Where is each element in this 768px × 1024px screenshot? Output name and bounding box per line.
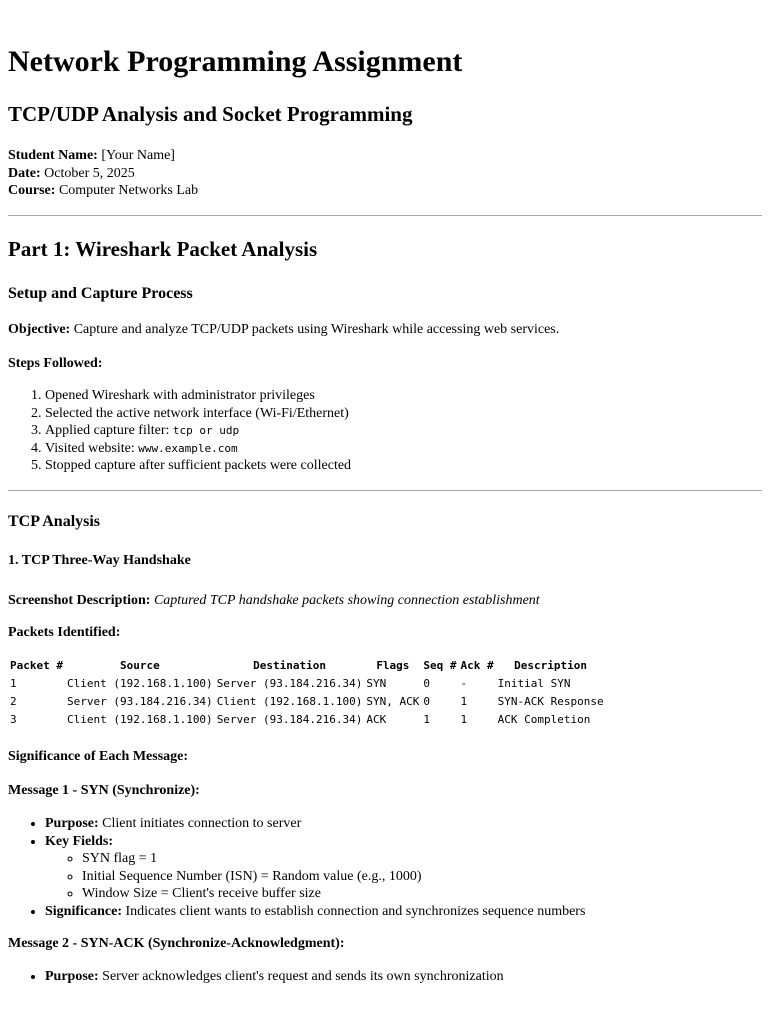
table-cell: - <box>460 677 468 690</box>
student-name-value: [Your Name] <box>101 148 175 163</box>
table-cell: Client (192.168.1.100) <box>66 677 213 690</box>
key-fields-list <box>45 850 585 903</box>
column-header: Ack # <box>460 659 494 672</box>
step-item <box>45 440 351 458</box>
table-row <box>8 675 606 693</box>
table-cell: 0 <box>423 677 430 690</box>
date-line <box>8 165 198 183</box>
course-label: Course: <box>8 183 56 198</box>
column-header: Packet # <box>10 659 63 672</box>
screenshot-label: Screenshot Description: <box>8 593 151 608</box>
purpose-text: Server acknowledges client's request and sends its own synchronization <box>102 969 504 984</box>
packets-heading: Packets Identified: <box>8 625 121 640</box>
step-text: Opened Wireshark with administrator privileges <box>45 388 315 403</box>
table-cell: Server (93.184.216.34) <box>66 695 213 708</box>
list-item <box>45 815 585 833</box>
table-row <box>8 693 606 711</box>
column-header: Description <box>514 659 588 672</box>
column-header: Destination <box>253 659 326 672</box>
divider <box>8 215 762 216</box>
table-cell: 1 <box>460 695 468 708</box>
objective-label: Objective: <box>8 322 71 337</box>
purpose-text: Client initiates connection to server <box>102 816 302 831</box>
list-item: ◦ SYN flag = 1 <box>82 850 585 868</box>
page-title: Network Programming Assignment <box>8 45 463 78</box>
table-header-row <box>8 657 606 675</box>
step-code: tcp or udp <box>172 424 240 437</box>
packets-table <box>8 657 606 729</box>
column-header: Source <box>119 659 160 672</box>
table-cell: ACK <box>366 713 387 726</box>
list-item <box>45 968 504 986</box>
column-header: Seq # <box>423 659 457 672</box>
screenshot-description <box>8 592 540 610</box>
part1-heading: Part 1: Wireshark Packet Analysis <box>8 237 318 261</box>
objective-paragraph <box>8 321 559 339</box>
step-text: Applied capture filter: <box>45 423 173 438</box>
step-item <box>45 422 351 440</box>
table-cell: Client (192.168.1.100) <box>66 713 213 726</box>
handshake-heading: 1. TCP Three-Way Handshake <box>8 553 191 568</box>
screenshot-text: Captured TCP handshake packets showing connection establishment <box>153 593 540 608</box>
step-item <box>45 387 351 405</box>
table-cell: Server (93.184.216.34) <box>216 677 363 690</box>
divider <box>8 490 762 491</box>
step-item <box>45 457 351 475</box>
course-value: Computer Networks Lab <box>58 183 199 198</box>
list-item: ◦ Window Size = Client's receive buffer size <box>82 885 585 903</box>
steps-list <box>8 387 351 475</box>
table-cell: 0 <box>423 695 430 708</box>
objective-text: Capture and analyze TCP/UDP packets using Wireshark while accessing web services. <box>73 322 560 337</box>
purpose-label: Purpose: <box>45 969 99 984</box>
table-cell: SYN, ACK <box>366 695 420 708</box>
page-subtitle: TCP/UDP Analysis and Socket Programming <box>8 102 413 126</box>
tcp-analysis-heading: TCP Analysis <box>8 513 101 530</box>
column-header: Flags <box>376 659 410 672</box>
significance-label: Significance: <box>45 903 122 919</box>
table-cell: Initial SYN <box>497 677 571 690</box>
table-cell: 1 <box>460 713 468 726</box>
purpose-label: Purpose: <box>45 816 99 831</box>
table-cell: 1 <box>423 713 430 726</box>
table-cell: SYN-ACK Response <box>497 695 604 708</box>
date-label: Date: <box>8 165 41 181</box>
meta-block <box>8 147 198 200</box>
message2-heading: Message 2 - SYN-ACK (Synchronize-Acknowledgment): <box>8 936 345 951</box>
step-text: Stopped capture after sufficient packets were collected <box>45 458 352 473</box>
significance-heading: Significance of Each Message: <box>8 749 189 764</box>
step-text: Selected the active network interface (Wi-Fi/Ethernet) <box>45 405 349 421</box>
date-value: October 5, 2025 <box>44 165 135 181</box>
setup-heading: Setup and Capture Process <box>8 285 193 302</box>
message2-list <box>8 968 504 986</box>
list-item <box>45 903 585 921</box>
table-cell: 1 <box>10 677 17 690</box>
table-row <box>8 711 606 729</box>
list-item <box>45 833 585 903</box>
step-item <box>45 405 351 423</box>
table-cell: ACK Completion <box>497 713 591 726</box>
student-name-label: Student Name: <box>8 148 98 163</box>
step-code: www.example.com <box>138 441 238 455</box>
student-name-line <box>8 147 198 165</box>
list-item: ◦ Initial Sequence Number (ISN) = Random value (e.g., 1000) <box>82 868 585 886</box>
table-cell: 3 <box>10 713 17 726</box>
table-cell: Server (93.184.216.34) <box>216 713 363 726</box>
key-fields-label: Key Fields: <box>45 833 114 849</box>
table-cell: 2 <box>10 695 17 708</box>
step-text: Visited website: <box>45 440 139 456</box>
message1-list <box>8 815 585 920</box>
table-cell: SYN <box>366 677 387 690</box>
course-line <box>8 182 198 200</box>
message1-heading: Message 1 - SYN (Synchronize): <box>8 783 200 798</box>
significance-text: Indicates client wants to establish connection and synchronizes sequence numbers <box>125 903 586 919</box>
table-cell: Client (192.168.1.100) <box>216 695 363 708</box>
steps-heading: Steps Followed: <box>8 356 103 371</box>
